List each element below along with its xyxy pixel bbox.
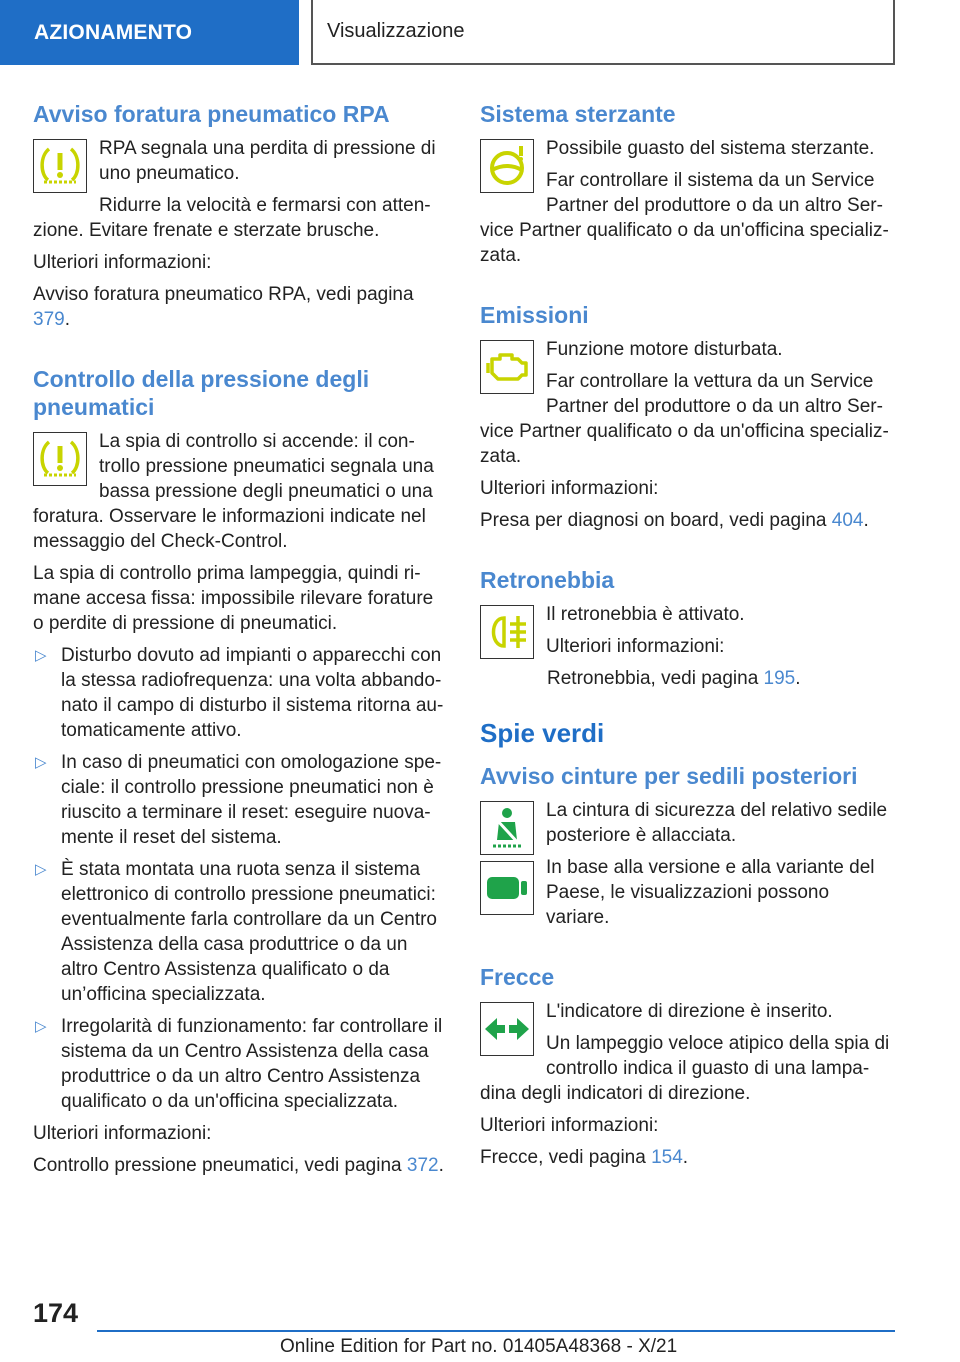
turn-signal-page-link[interactable]: 154 (651, 1147, 683, 1168)
footer-edition: Online Edition for Part no. 01405A48368 - X/21 (280, 1336, 678, 1357)
rear-fog-text-1: Il retronebbia è attivato. (546, 604, 745, 625)
rpa-page-link[interactable]: 379 (33, 309, 65, 330)
rear-fog-heading: Retronebbia (480, 567, 615, 593)
bullet-triangle-icon: ▷ (35, 861, 47, 878)
emissions-heading: Emissioni (480, 302, 589, 328)
tpc-heading: Controllo della pressione degli pneumatici (33, 366, 370, 420)
steering-text-1: Possibile guasto del sistema sterzante. (546, 138, 875, 159)
list-item: ▷ In caso di pneumatici con omologazione speciale: il controllo pressione pneumatici non è riuscito a terminare il reset: eseguire nuovamente il reset del sistema. (35, 752, 442, 848)
rpa-more-info: Ulteriori informazioni: (33, 252, 212, 273)
steering-text-2: Far controllare il sistema da un Service Partner del produttore o da un altro Service Partner qualificato o da un'officina specializzata. (480, 170, 889, 266)
seatbelt-icon (480, 801, 534, 855)
emissions-text-2: Far controllare la vettura da un Service Partner del produttore o da un altro Service Partner qualificato o da un'officina specializzata. (480, 371, 889, 467)
bullet-triangle-icon: ▷ (35, 647, 47, 664)
tpc-text-1: La spia di controllo si accende: il controllo pressione pneumatici segnala una bassa pressione degli pneumatici o una foratura. Osservare le informazioni indicate nel messaggio del Check-Control. (33, 431, 434, 552)
steering-heading: Sistema sterzante (480, 101, 676, 127)
left-column (33, 100, 447, 1185)
tire-pressure-warning-icon (33, 139, 87, 193)
turn-signal-icon (480, 1002, 534, 1056)
turn-signal-text-2: Un lampeggio veloce atipico della spia di controllo indica il guasto di una lampadina degli indicatori di direzione. (480, 1033, 890, 1104)
tpc-text-2: La spia di controllo prima lampeggia, quindi rimane accesa fissa: impossibile rilevare forature o perdite di pressione di pneumatici. (33, 563, 434, 634)
tpc-bullet-list (33, 643, 447, 1114)
rear-fog-light-icon (480, 605, 534, 659)
rear-fog-reference: Retronebbia, vedi pagina 195. (547, 668, 801, 689)
footer-divider (97, 1330, 895, 1332)
steering-warning-icon (480, 139, 534, 193)
right-column (480, 100, 894, 1177)
turn-signal-text-1: L'indicatore di direzione è inserito. (546, 1001, 833, 1022)
chapter-tab[interactable]: AZIONAMENTO (0, 0, 299, 65)
tpc-more-info: Ulteriori informazioni: (33, 1123, 212, 1144)
belt-icons (480, 801, 534, 915)
list-item: ▷ Disturbo dovuto ad impianti o apparecchi con la stessa radiofrequenza: una volta abbandonato il campo di disturbo il sistema ritorna automaticamente attivo. (35, 645, 444, 741)
section-header: Visualizzazione (311, 0, 895, 65)
emissions-page-link[interactable]: 404 (831, 510, 864, 531)
rpa-reference: Avviso foratura pneumatico RPA, vedi pagina 379. (33, 284, 414, 330)
emissions-text-1: Funzione motore disturbata. (546, 339, 783, 360)
turn-signal-heading: Frecce (480, 964, 555, 990)
rear-belt-text-2: In base alla versione e alla variante del Paese, le visualizzazioni possono variare. (546, 857, 875, 928)
tpc-reference: Controllo pressione pneumatici, vedi pagina 372. (33, 1155, 444, 1176)
rear-belt-heading: Avviso cinture per sedili posteriori (480, 763, 858, 789)
bullet-triangle-icon: ▷ (35, 754, 47, 771)
page-number: 174 (33, 1298, 79, 1328)
green-lights-heading: Spie verdi (480, 718, 605, 748)
bullet-triangle-icon: ▷ (35, 1018, 47, 1035)
rear-fog-more-info: Ulteriori informazioni: (546, 636, 725, 657)
rear-belt-text-1: La cintura di sicurezza del relativo sedile posteriore è allacciata. (546, 800, 888, 846)
turn-signal-more-info: Ulteriori informazioni: (480, 1115, 659, 1136)
tire-pressure-warning-icon (33, 432, 87, 486)
emissions-more-info: Ulteriori informazioni: (480, 478, 659, 499)
rpa-text-1: RPA segnala una perdita di pressione di uno pneumatico. (99, 138, 436, 184)
rear-fog-page-link[interactable]: 195 (763, 668, 796, 689)
rpa-heading: Avviso foratura pneumatico RPA (33, 101, 390, 127)
rear-seat-icon (480, 861, 534, 915)
emissions-reference: Presa per diagnosi on board, vedi pagina 404. (480, 510, 869, 531)
list-item: ▷ È stata montata una ruota senza il sistema elettronico di controllo pressione pneumatici: eventualmente farla controllare da un Centro Assistenza della casa produttrice o da un altro Centro Assistenza qualificato o da un’officina specializzata. (35, 859, 438, 1005)
rpa-text-2: Ridurre la velocità e fermarsi con attenzione. Evitare frenate e sterzate brusche. (33, 195, 431, 241)
tpc-page-link[interactable]: 372 (406, 1155, 439, 1176)
turn-signal-reference: Frecce, vedi pagina 154. (480, 1147, 689, 1168)
engine-check-icon (480, 340, 534, 394)
list-item: ▷ Irregolarità di funzionamento: far controllare il sistema da un Centro Assistenza della casa produttrice o da un altro Centro Assistenza qualificato o da un'officina specializzata. (35, 1016, 443, 1112)
